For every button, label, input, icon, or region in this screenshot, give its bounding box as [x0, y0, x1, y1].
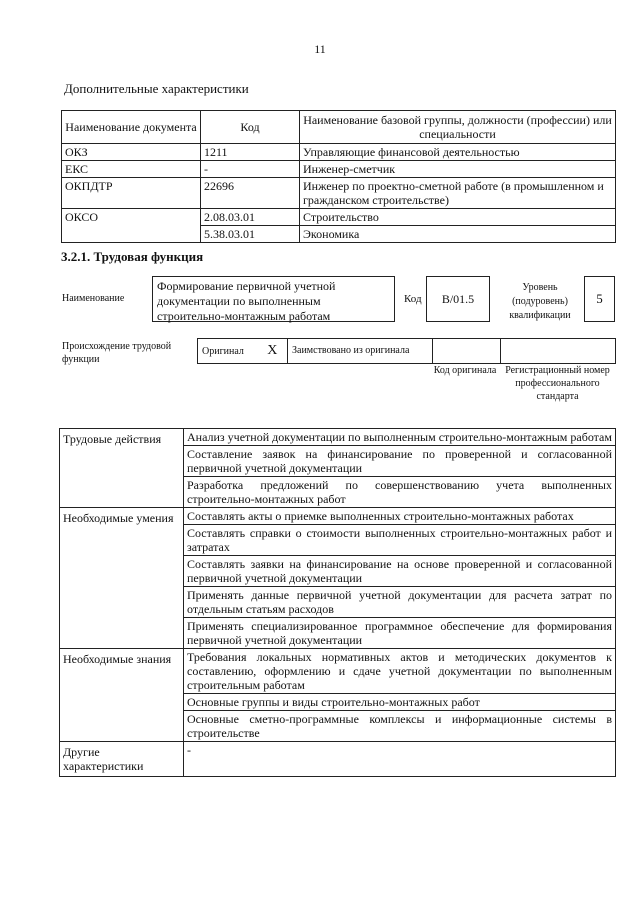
code-cell: 1211 — [201, 144, 300, 161]
registration-number-label: Регистрационный номер профессионального стандарта — [505, 365, 610, 402]
function-name-value: Формирование первичной учетной документации по выполненным строительно-монтажным работам — [152, 276, 395, 322]
origin-label: Происхождение трудовой функции — [62, 341, 172, 365]
knowledge-label: Необходимые знания — [60, 649, 184, 742]
characteristics-header-row — [62, 111, 616, 144]
table-row — [62, 161, 616, 178]
header-code: Код — [201, 111, 300, 144]
labor-function-table — [59, 428, 616, 777]
code-label: Код — [404, 293, 422, 305]
group-cell: Инженер-сметчик — [300, 161, 616, 178]
original-code-label: Код оригинала — [433, 365, 497, 376]
origin-row — [198, 339, 616, 364]
registration-number-cell — [501, 339, 616, 364]
original-mark: X — [258, 339, 288, 364]
skills-label: Необходимые умения — [60, 508, 184, 649]
list-item: Составлять справки о стоимости выполненных строительно-монтажных работ и затратах — [184, 525, 616, 556]
list-item: Основные группы и виды строительно-монтажных работ — [184, 694, 616, 711]
list-item: Составлять акты о приемке выполненных строительно-монтажных работах — [184, 508, 616, 525]
group-cell: Экономика — [300, 226, 616, 243]
table-row — [60, 508, 616, 525]
other-characteristics-label: Другие характеристики — [60, 742, 184, 777]
group-cell: Строительство — [300, 209, 616, 226]
function-code-value: B/01.5 — [426, 276, 490, 322]
table-row — [60, 742, 616, 777]
list-item: Составлять заявки на финансирование на основе проверенной и согласованной первичной учетной документации — [184, 556, 616, 587]
list-item: Применять специализированное программное обеспечение для формирования первичной учетной документации — [184, 618, 616, 649]
other-characteristics-value: - — [184, 742, 616, 777]
list-item: Основные сметно-программные комплексы и информационные системы в строительстве — [184, 711, 616, 742]
borrowed-label: Заимствовано из оригинала — [288, 339, 433, 364]
header-group-name: Наименование базовой группы, должности (профессии) или специальности — [300, 111, 616, 144]
table-row — [62, 178, 616, 209]
table-row — [60, 649, 616, 694]
origin-table — [197, 338, 616, 364]
code-cell: 2.08.03.01 — [201, 209, 300, 226]
table-row — [62, 144, 616, 161]
list-item: Требования локальных нормативных актов и методических документов к составлению, оформлению и сдаче учетной документации по выполненным строительным работам — [184, 649, 616, 694]
list-item: Составление заявок на финансирование по проверенной и согласованной первичной учетной документации — [184, 446, 616, 477]
header-document-name: Наименование документа — [62, 111, 201, 144]
table-row — [62, 209, 616, 226]
table-row — [60, 429, 616, 446]
name-label: Наименование — [62, 293, 125, 304]
qualification-level-label: Уровень (подуровень) квалификации — [509, 282, 571, 321]
list-item: Разработка предложений по совершенствованию учета выполненных строительно-монтажных работ — [184, 477, 616, 508]
document-cell: ОКЗ — [62, 144, 201, 161]
code-cell: - — [201, 161, 300, 178]
document-cell: ЕКС — [62, 161, 201, 178]
qualification-level-value: 5 — [584, 276, 615, 322]
code-cell: 5.38.03.01 — [201, 226, 300, 243]
group-cell: Управляющие финансовой деятельностью — [300, 144, 616, 161]
original-label: Оригинал — [198, 339, 258, 364]
page-number: 11 — [314, 42, 326, 56]
actions-label: Трудовые действия — [60, 429, 184, 508]
document-cell: ОКСО — [62, 209, 201, 243]
code-cell: 22696 — [201, 178, 300, 209]
list-item: Анализ учетной документации по выполненным строительно-монтажным работам — [184, 429, 616, 446]
document-cell: ОКПДТР — [62, 178, 201, 209]
labor-function-title: 3.2.1. Трудовая функция — [61, 249, 204, 264]
group-cell: Инженер по проектно-сметной работе (в промышленном и гражданском строительстве) — [300, 178, 616, 209]
list-item: Применять данные первичной учетной документации для расчета затрат по отдельным статьям расходов — [184, 587, 616, 618]
original-code-cell — [433, 339, 501, 364]
additional-characteristics-title: Дополнительные характеристики — [64, 81, 249, 96]
characteristics-table — [61, 110, 616, 243]
